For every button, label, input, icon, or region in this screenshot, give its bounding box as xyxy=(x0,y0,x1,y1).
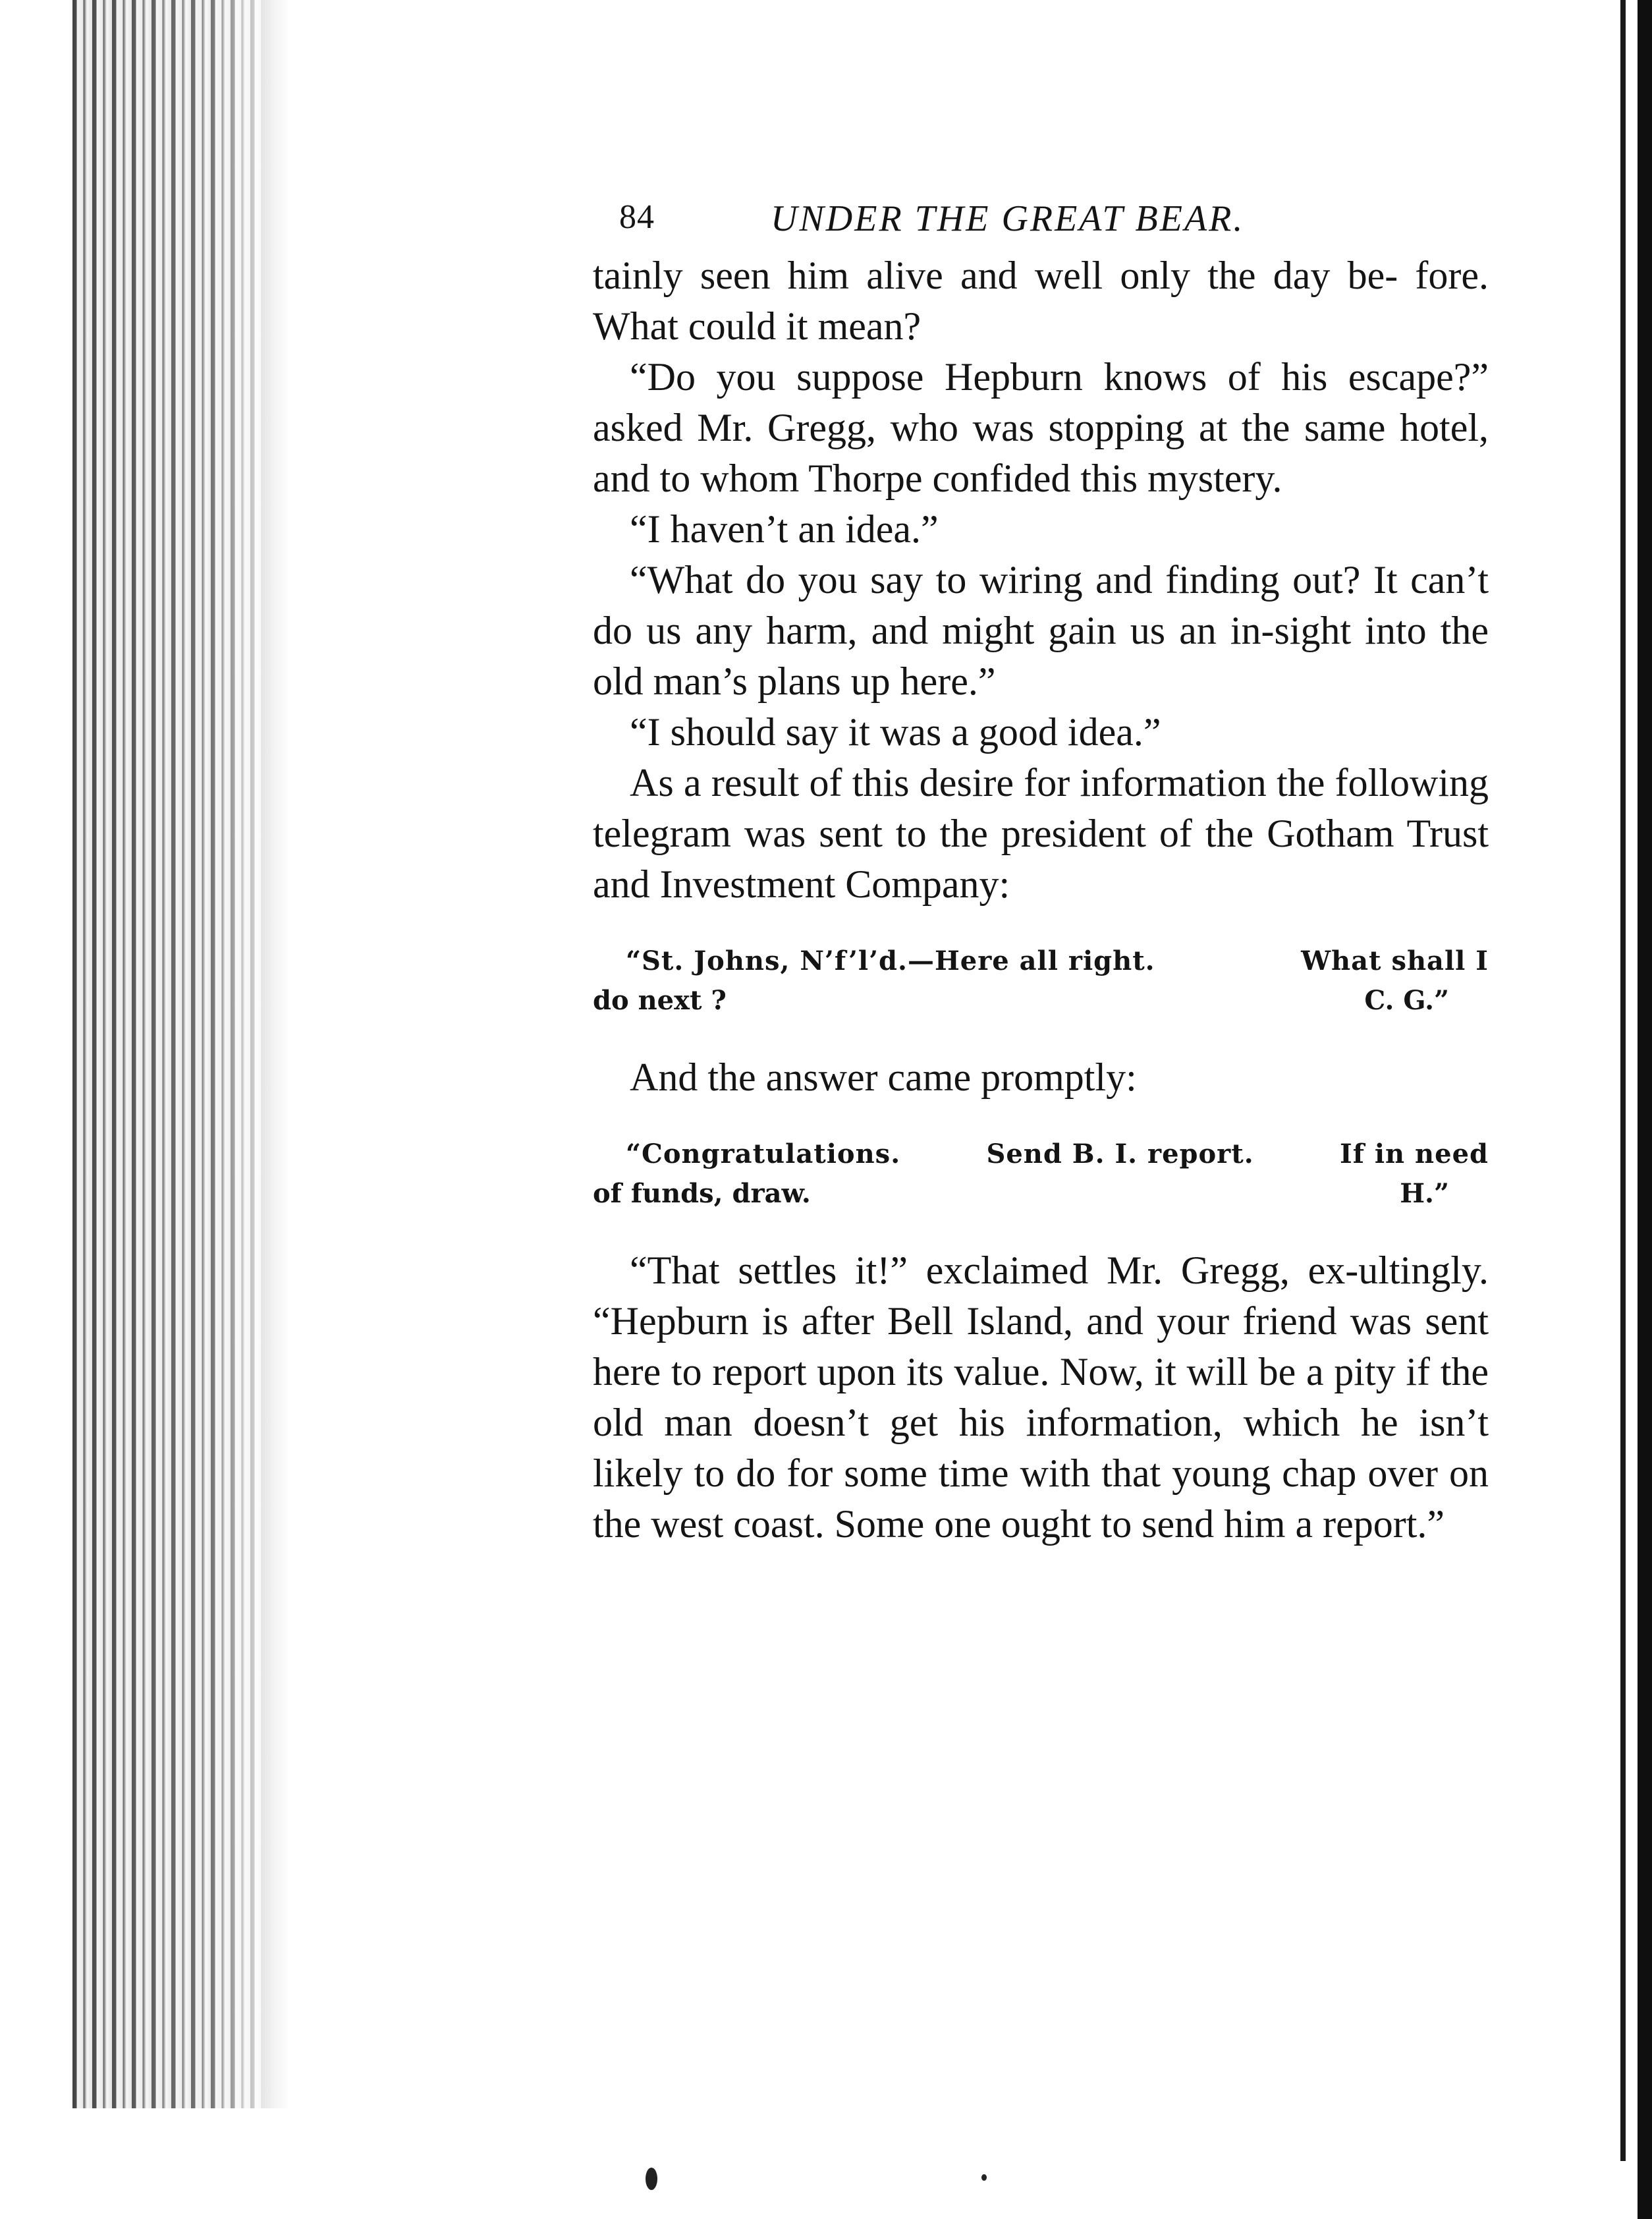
scan-speck xyxy=(646,2168,657,2190)
facing-page-edge xyxy=(1620,0,1626,2161)
body-text xyxy=(593,250,1489,1550)
telegram-message xyxy=(593,941,1489,1021)
book-page xyxy=(593,171,1489,1550)
paragraph: “I should say it was a good idea.” xyxy=(630,710,1161,754)
running-title: UNDER THE GREAT BEAR. xyxy=(771,198,1245,239)
paragraph: “That settles it!” exclaimed Mr. Gregg, ex-ultingly. “Hepburn is after Bell Island, and your friend was sent here to report upon its value. Now, it will be a pity if the old man doesn’t get his information, which he isn’t likely to do for some time with that young chap over on the west coast. Some one ought to send him a report.” xyxy=(593,1249,1489,1546)
telegram-text: If in need xyxy=(1340,1138,1489,1169)
telegram-text: Send B. I. report. xyxy=(986,1138,1254,1169)
telegram-text: of funds, draw. xyxy=(593,1178,811,1209)
paragraph: And the answer came promptly: xyxy=(630,1055,1137,1099)
running-head xyxy=(593,171,1489,250)
telegram-text: “Congratulations. xyxy=(626,1138,901,1169)
paragraph: As a result of this desire for information the following telegram was sent to the president of the Gotham Trust and Investment Company: xyxy=(593,761,1489,906)
paragraph: tainly seen him alive and well only the day be- fore. What could it mean? xyxy=(593,254,1489,348)
telegram-signature: H.” xyxy=(1400,1178,1449,1209)
paragraph: “I haven’t an idea.” xyxy=(630,507,939,551)
telegram-signature: C. G.” xyxy=(1364,985,1449,1016)
paragraph: “What do you say to wiring and finding out? It can’t do us any harm, and might gain us an in-sight into the old man’s plans up here.” xyxy=(593,558,1489,703)
scan-speck xyxy=(981,2174,987,2181)
telegram-text: do next ? xyxy=(593,985,727,1016)
telegram-text: “St. Johns, N’f’l’d.—Here all right. xyxy=(626,945,1155,976)
telegram-reply xyxy=(593,1135,1489,1214)
book-page-edges xyxy=(72,0,270,2108)
scan-border xyxy=(1638,0,1652,2219)
page-gutter-shadow xyxy=(263,0,290,2108)
paragraph: “Do you suppose Hepburn knows of his escape?” asked Mr. Gregg, who was stopping at the same hotel, and to whom Thorpe confided this mystery. xyxy=(593,355,1489,500)
page-number: 84 xyxy=(619,198,655,236)
telegram-text: What shall I xyxy=(1301,945,1489,976)
